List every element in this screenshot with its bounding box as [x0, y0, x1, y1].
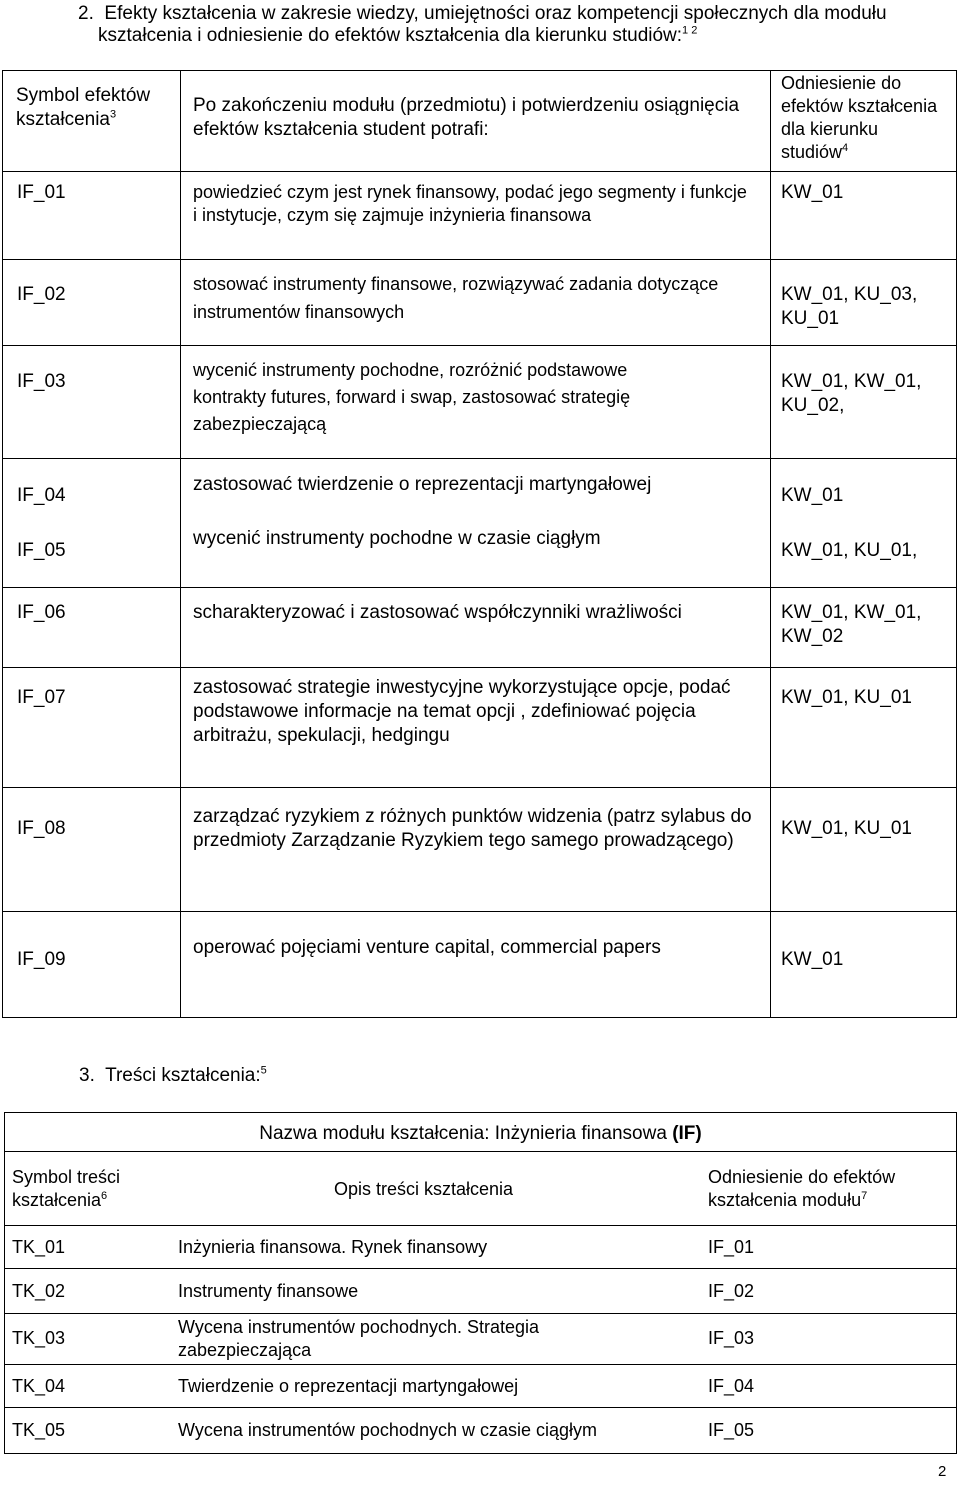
table1-row-divider [2, 787, 957, 788]
section-2-heading-line2 [98, 24, 958, 47]
section-3-footnote: 5 [260, 1064, 267, 1077]
table1-row-6-code: IF_06 [17, 602, 66, 623]
table1-row-divider [2, 587, 957, 588]
table1-row-6-desc: scharakteryzować i zastosować współczynniki wrażliwości [193, 602, 682, 623]
section-2-footnote: 1 2 [682, 24, 698, 37]
table2-row-1-ref: IF_01 [708, 1237, 755, 1257]
table2-row-divider [4, 1268, 957, 1269]
table1-header-symbol: Symbol efektów kształcenia$^3$ [16, 85, 151, 130]
table1-row-3-code: IF_03 [17, 371, 66, 392]
table2-row-1-code: TK_01 [12, 1237, 66, 1257]
table2-row-4-desc: Twierdzenie o reprezentacji martyngałowej [178, 1376, 519, 1396]
table1-row-3-desc: wycenić instrumenty pochodne, rozróżnić podstawowe kontrakty futures, forward i swap, zastosować strategię zabezpieczającą [193, 360, 631, 434]
table1-row-2-desc: stosować instrumenty finansowe, rozwiązywać zadania dotyczące instrumentów finansowych [193, 274, 719, 322]
table2-row-5-code: TK_05 [12, 1420, 66, 1440]
table1-row-1-desc: powiedzieć czym jest rynek finansowy, podać jego segmenty i funkcje i instytucje, czym się zajmuje inżynieria finansowa [193, 182, 747, 225]
table1-row-divider [2, 667, 957, 668]
table2-row-4-code: TK_04 [12, 1376, 66, 1396]
table1-row-6-ref: KW_01, KW_01, KW_02 [781, 602, 922, 647]
table2-header-symbol: Symbol treści kształcenia$^6$ [12, 1167, 121, 1210]
table1-row-divider [2, 345, 957, 346]
table1-row-9-code: IF_09 [17, 949, 66, 970]
section-2-title-cont: kształcenia i odniesienie do efektów kształcenia dla kierunku studiów: [98, 25, 683, 46]
table1-col-divider-2 [770, 70, 771, 1018]
table1-row-divider [2, 259, 957, 260]
table1-row-2-code: IF_02 [17, 284, 66, 305]
table2-row-1-desc: Inżynieria finansowa. Rynek finansowy [178, 1237, 488, 1257]
table1-row-4-ref: KW_01 [781, 485, 844, 506]
table2-row-divider [4, 1407, 957, 1408]
page-number: 2 [938, 1463, 947, 1480]
table1-row-5-ref: KW_01, KU_01, [781, 540, 918, 561]
section-3-heading [79, 1064, 679, 1087]
table1-row-4-desc: zastosować twierdzenie o reprezentacji martyngałowej [193, 474, 652, 495]
table1-row-1-code: IF_01 [17, 182, 66, 203]
table1-row-divider [2, 458, 957, 459]
table2-row-divider [4, 1151, 957, 1152]
table1-row-7-ref: KW_01, KU_01 [781, 687, 912, 708]
table2-header-reference: Odniesienie do efektów kształcenia modułu$^7$ [708, 1167, 896, 1210]
table2-row-2-desc: Instrumenty finansowe [178, 1281, 359, 1301]
table2-row-4-ref: IF_04 [708, 1376, 755, 1396]
table1-row-8-ref: KW_01, KU_01 [781, 818, 912, 839]
table1-row-7-desc: zastosować strategie inwestycyjne wykorzystujące opcje, podać podstawowe informacje na temat opcji , zdefiniować pojęcia arbitrażu, spekulacji, hedgingu [193, 677, 731, 746]
table2-header-description: Opis treści kształcenia [334, 1179, 514, 1199]
table1-row-7-code: IF_07 [17, 687, 66, 708]
table1-row-4-code: IF_04 [17, 485, 66, 506]
table1-row-9-ref: KW_01 [781, 949, 844, 970]
section-2-title: Efekty kształcenia w zakresie wiedzy, umiejętności oraz kompetencji społecznych dla modułu [104, 3, 887, 24]
table2-row-divider [4, 1225, 957, 1226]
table1-row-5-desc: wycenić instrumenty pochodne w czasie ciągłym [193, 528, 601, 549]
table1-row-1-ref: KW_01 [781, 182, 844, 203]
table2-row-2-code: TK_02 [12, 1281, 66, 1301]
table1-row-9-desc: operować pojęciami venture capital, commercial papers [193, 937, 661, 958]
table1-header-reference: Odniesienie do efektów kształcenia dla kierunku studiów$^4$ [781, 73, 938, 162]
table1-row-5-code: IF_05 [17, 540, 66, 561]
table1-row-divider [2, 911, 957, 912]
section-2-heading [78, 2, 958, 25]
table2-row-3-ref: IF_03 [708, 1328, 755, 1348]
section-2-number: 2. [78, 3, 94, 24]
table2-row-3-desc: Wycena instrumentów pochodnych. Strategia zabezpieczająca [178, 1317, 540, 1360]
table1-row-2-ref: KW_01, KU_03, KU_01 [781, 284, 918, 329]
table2-row-divider [4, 1313, 957, 1314]
table2-row-5-ref: IF_05 [708, 1420, 755, 1440]
section-3-number: 3. [79, 1065, 95, 1086]
table2-row-3-code: TK_03 [12, 1328, 66, 1348]
table1-row-8-code: IF_08 [17, 818, 66, 839]
table2-module-name: Nazwa modułu kształcenia: Inżynieria finansowa (IF) [259, 1123, 702, 1144]
table1-col-divider-1 [180, 70, 181, 1018]
table1-header-description: Po zakończeniu modułu (przedmiotu) i potwierdzeniu osiągnięcia efektów kształcenia student potrafi: [193, 95, 740, 140]
table2-row-divider [4, 1364, 957, 1365]
table1-row-divider [2, 171, 957, 172]
table1-row-8-desc: zarządzać ryzykiem z różnych punktów widzenia (patrz sylabus do przedmioty Zarządzanie Ryzykiem tego samego prowadzącego) [193, 806, 752, 851]
table1-row-3-ref: KW_01, KW_01, KU_02, [781, 371, 922, 416]
table2-row-5-desc: Wycena instrumentów pochodnych w czasie ciągłym [178, 1420, 598, 1440]
table2-row-2-ref: IF_02 [708, 1281, 755, 1301]
section-3-title: Treści kształcenia: [105, 1065, 261, 1086]
